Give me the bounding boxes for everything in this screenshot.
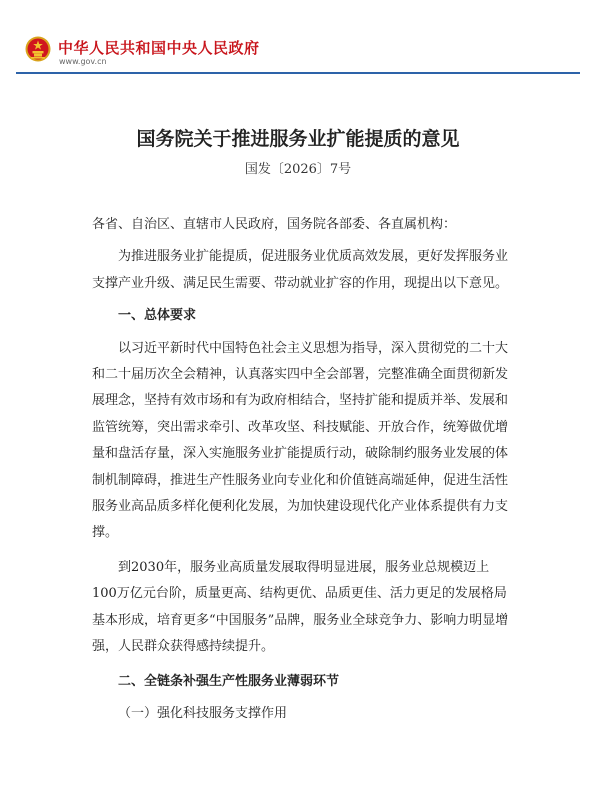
national-emblem-icon[interactable] — [25, 36, 51, 62]
section1-paragraph-1: 以习近平新时代中国特色社会主义思想为指导，深入贯彻党的二十大和二十届历次全会精神，认真落实四中全会部署，完整准确全面贯彻新发展理念，坚持有效市场和有为政府相结合，坚持扩能和提质并举、发展和监管统筹，突出需求牵引、改革攻坚、科技赋能、开放合作，统筹做优增量和盘活存量，深入实施服务业扩能提质行动，破除制约服务业发展的体制机制障碍，推进生产性服务业向专业化和价值链高端延伸，促进生活性服务业高品质多样化便利化发展，为加快建设现代化产业体系提供有力支撑。 — [92, 340, 509, 541]
document-number: 国发〔2026〕7号 — [244, 162, 352, 177]
section1-paragraph-2: 到2030年，服务业高质量发展取得明显进展，服务业总规模迈上100万亿元台阶，质量更高、结构更优、品质更佳、活力更足的发展格局基本形成，培育更多“中国服务”品牌，服务业全球竞争力、影响力明显增强，人民群众获得感持续提升。 — [92, 559, 509, 655]
site-name[interactable]: 中华人民共和国中央人民政府 — [58, 39, 260, 57]
intro-paragraph: 为推进服务业扩能提质，促进服务业优质高效发展，更好发挥服务业支撑产业升级、满足民生需要、带动就业扩容的作用，现提出以下意见。 — [92, 249, 509, 291]
salutation: 各省、自治区、直辖市人民政府，国务院各部委、各直属机构： — [92, 217, 457, 232]
header-divider — [16, 72, 580, 74]
site-url[interactable]: www.gov.cn — [59, 57, 107, 66]
section-heading-1: 一、总体要求 — [118, 308, 197, 324]
subsection-heading-1: （一）强化科技服务支撑作用 — [118, 705, 288, 721]
section-heading-2: 二、全链条补强生产性服务业薄弱环节 — [118, 673, 340, 689]
document-body — [92, 212, 512, 727]
document-title: 国务院关于推进服务业扩能提质的意见 — [136, 128, 460, 150]
site-header — [0, 0, 596, 76]
